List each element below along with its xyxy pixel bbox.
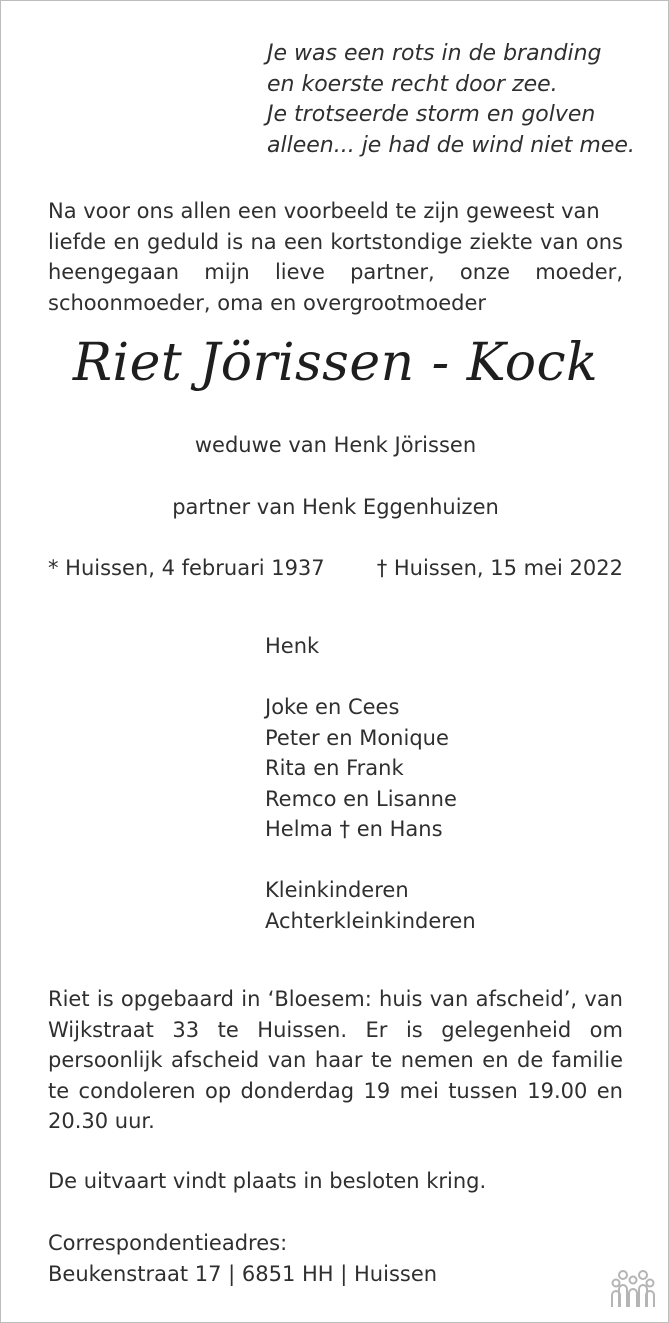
poem-line: alleen... je had de wind niet mee. xyxy=(267,132,635,158)
intro-line: liefde en geduld is na een kortstondige ziekte van ons xyxy=(48,229,623,254)
death-date: † Huissen, 15 mei 2022 xyxy=(376,556,623,580)
intro-line: Na voor ons allen een voorbeeld te zijn geweest van xyxy=(48,199,600,223)
poem-line: Je was een rots in de branding xyxy=(267,41,602,66)
intro-paragraph xyxy=(48,196,623,318)
poem-line: en koerste recht door zee. xyxy=(267,71,558,97)
poem-line: Je trotseerde storm en golven xyxy=(267,102,596,127)
deceased-name: Riet Jörissen - Kock xyxy=(72,333,599,393)
viewing-info xyxy=(48,984,623,1137)
correspondence-street: Beukenstraat 17 | 6851 HH | Huissen xyxy=(48,1261,438,1286)
people-group-icon xyxy=(609,1269,657,1309)
correspondence-address xyxy=(48,1228,623,1289)
family-child: Rita en Frank xyxy=(265,756,404,780)
family-list xyxy=(265,631,565,936)
info-line: persoonlijk afscheid van haar te nemen en de familie xyxy=(48,1048,623,1072)
info-line: Riet is opgebaard in ‘Bloesem: huis van afscheid’, van xyxy=(48,987,623,1011)
info-line: Wijkstraat 33 te Huissen. Er is gelegenheid om xyxy=(48,1017,623,1042)
intro-line: heengegaan mijn lieve partner, onze moeder, xyxy=(48,260,623,284)
poem xyxy=(267,39,657,161)
widow-of: weduwe van Henk Jörissen xyxy=(194,433,477,457)
family-child: Joke en Cees xyxy=(265,695,400,719)
partner-of: partner van Henk Eggenhuizen xyxy=(172,495,499,519)
info-line: 20.30 uur. xyxy=(48,1109,155,1133)
family-child: Helma † en Hans xyxy=(265,817,443,841)
family-great-grandchildren: Achterkleinkinderen xyxy=(265,908,476,933)
family-child: Remco en Lisanne xyxy=(265,786,457,811)
funeral-note: De uitvaart vindt plaats in besloten kring. xyxy=(48,1169,487,1193)
intro-line: schoonmoeder, oma en overgrootmoeder xyxy=(48,290,487,315)
info-line: te condoleren op donderdag 19 mei tussen 19.00 en xyxy=(48,1078,623,1103)
birth-date: * Huissen, 4 februari 1937 xyxy=(48,556,325,580)
family-partner: Henk xyxy=(265,634,320,658)
family-grandchildren: Kleinkinderen xyxy=(265,878,409,902)
family-child: Peter en Monique xyxy=(265,725,449,750)
correspondence-label: Correspondentieadres: xyxy=(48,1231,288,1255)
